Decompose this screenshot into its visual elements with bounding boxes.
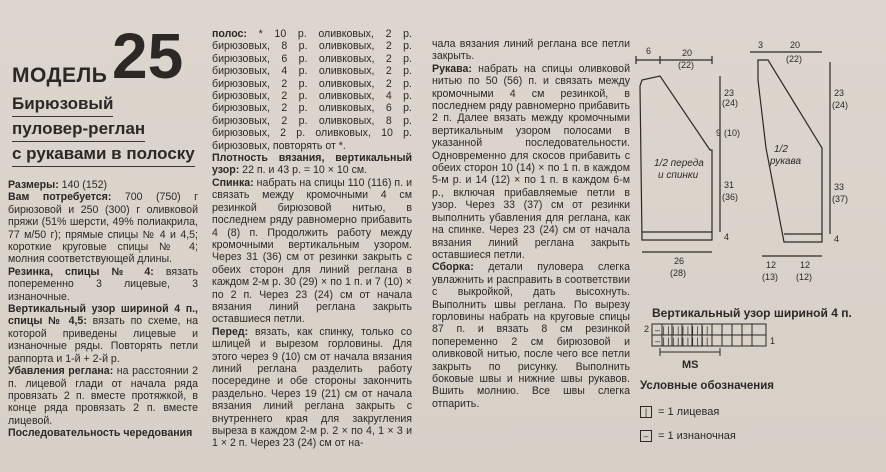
- model-label: МОДЕЛЬ: [12, 64, 108, 87]
- sleeve-label-2: рукава: [770, 156, 802, 167]
- chart-row-1-label: 1: [770, 336, 776, 346]
- sleeve-dim-top: 20: [790, 40, 801, 50]
- front-value: вязать, как спинку, только со шлицей и вырезом горловины. Для этого через 9 (10) см от начала вязания линий реглана разделить работу посередине и обе стороны закончить раздельно. Через 19 (21) см от начала вязания линий реглана закрыть с внутреннего края для закругления выреза в каждом 2-м р. 2 × по 4, 1 × 3 и 1 × 2 п. Через 23 (24) см от на-: [212, 325, 412, 450]
- chart-cell: – | | | | | | | | | |: [655, 336, 709, 346]
- front-dim-top-left: 6: [646, 46, 652, 56]
- front-dim-raglan: 23: [724, 88, 735, 98]
- sleeve-dim-top-left: 3: [758, 40, 764, 50]
- legend-purl: [640, 430, 736, 442]
- front-dim-body: 31: [724, 180, 735, 190]
- sleeve-dim-bottom-left-alt: (13): [762, 272, 779, 282]
- front-dim-top-alt: (22): [678, 60, 695, 70]
- front-label-1: 1/2 переда: [654, 158, 704, 169]
- title-line-1: Бирюзовый: [12, 92, 113, 117]
- title-line-3: с рукавами в полоску: [12, 142, 195, 167]
- vertical-pattern-label: Вертикальный узор шириной 4 п., спицы № 4,5:: [8, 303, 198, 328]
- knitting-chart: [644, 324, 775, 371]
- legend-knit: [640, 406, 719, 418]
- front-continuation: чала вязания линий реглана все петли закрыть.: [432, 38, 630, 63]
- raglan-value: на расстоянии 2 п. лицевой глади от начала ряда провязать 2 п. вместе протяжкой, в конце ряда провязать 2 п. вместе лицевой.: [8, 365, 198, 427]
- sleeve-dim-bottom-left: 12: [766, 260, 777, 270]
- legend-title: Условные обозначения: [640, 380, 775, 392]
- rib-value: вязать попеременно 3 лицевые, 3 изнаночные.: [8, 265, 199, 303]
- sizes-value: 140 (152): [58, 179, 108, 191]
- chart-ms-label: MS: [682, 359, 699, 371]
- front-dim-raglan-alt: (24): [722, 98, 739, 108]
- back-label: Спинка:: [212, 176, 254, 189]
- front-label: Перед:: [212, 325, 249, 338]
- front-diagram: [636, 56, 720, 252]
- back-value: набрать на спицы 110 (116) п. и связать между кромочными 4 см резинкой бирюзовой нитью, в последнем ряду равномерно прибавить 4 (8) п. Продолжить работу между кромочными вертикальным узором. Через 31 (36) см от резинки закрыть с обеих сторон для линий реглана в каждом 2-м р. 30 (29) × по 1 п. и 7 (10) × по 2 п. Через 23 (24) см от начала вязания линий реглана закрыть оставшиеся петли.: [212, 176, 412, 326]
- front-diagram-labels: [646, 46, 740, 278]
- front-dim-rib: 4: [724, 232, 730, 242]
- front-label-2: и спинки: [658, 170, 699, 181]
- stripes-label: полос:: [212, 28, 247, 40]
- sleeve-dim-body-alt: (37): [832, 194, 849, 204]
- sleeve-label: Рукава:: [432, 62, 472, 75]
- chart-cell: – | | | | | | | | | |: [655, 325, 709, 335]
- sleeve-dim-bottom-right-alt: (12): [796, 272, 813, 282]
- sleeve-diagram: [750, 52, 830, 256]
- knit-symbol-icon: |: [640, 406, 652, 418]
- chart-title: Вертикальный узор шириной 4 п.: [652, 306, 852, 320]
- sleeve-dim-bottom-right: 12: [800, 260, 811, 270]
- legend-knit-label: = 1 лицевая: [658, 406, 720, 418]
- front-dim-top: 20: [682, 48, 693, 58]
- sleeve-diagram-labels: [758, 40, 848, 282]
- sizes-label: Размеры:: [8, 179, 59, 191]
- sleeve-outline: [758, 60, 822, 242]
- sleeve-dim-raglan: 23: [834, 88, 845, 98]
- density-label: Плотность вязания, вертикальный узор:: [212, 152, 412, 177]
- assembly-label: Сборка:: [432, 261, 474, 274]
- model-number: 25: [112, 20, 184, 92]
- sleeve-dim-top-alt: (22): [786, 54, 803, 64]
- sleeve-dim-raglan-alt: (24): [832, 100, 849, 110]
- raglan-label: Убавления реглана:: [8, 365, 114, 378]
- purl-symbol-icon: –: [640, 430, 652, 442]
- legend-purl-label: = 1 изнаночная: [658, 430, 736, 442]
- sleeve-label-1: 1/2: [774, 144, 788, 155]
- front-dim-neck-alt: (10): [724, 128, 741, 138]
- front-dim-neck: 9: [716, 128, 722, 138]
- front-dim-bottom-alt: (28): [670, 268, 687, 278]
- stripes-value: * 10 р. оливковых, 2 р. бирюзовых, 8 р. оливковых, 2 р. бирюзовых, 6 р. оливковых, 2 р. бирюзовых, 4 р. оливковых, 2 р. бирюзовых, 2 р. оливковых, 2 р. бирюзовых, 2 р. оливковых, 4 р. бирюзовых, 2 р. оливковых, 6 р. бирюзовых, 2 р. оливковых, 8 р. бирюзовых, 2 р. оливковых, 10 р. бирюзовых, повторять от *.: [212, 28, 412, 152]
- sequence-label: Последовательность чередования: [8, 427, 193, 440]
- sleeve-value: набрать на спицы оливковой нитью по 50 (56) п. и связать между кромочными 4 см резинкой, в последнем ряду равномерно прибавить 2 п. Далее вязать между кромочными вертикальным узором полосами в указанной последовательности. Одновременно для скосов прибавить с обеих сторон 10 (14) × по 1 п. в каждом 5-м р. и 14 (12) × по 1 п. в каждом 6-м р., включая прибавляемые петли в узор. Через 33 (37) см от резинки выполнить убавления для реглана, как на спинке. Через 23 (24) см от начала вязания линий реглана закрыть оставшиеся петли.: [432, 62, 630, 261]
- front-dim-bottom: 26: [674, 256, 685, 266]
- density-value: 22 п. и 43 р. = 10 × 10 см.: [239, 164, 368, 177]
- assembly-value: детали пуловера слегка увлажнить и расправить в соответствии с выкройкой, дать высохнуть. Выполнить швы реглана. По вырезу горловины набрать на круговые спицы 87 п. и вязать 8 см резинкой попеременно 2 см бирюзовой и оливковой нитью, после чего все петли закрыть по рисунку. Выполнить боковые швы и нижние швы рукавов. Вшить молнию. Все швы слегка отпарить.: [432, 261, 630, 410]
- front-dim-body-alt: (36): [722, 192, 739, 202]
- chart-row-2-label: 2: [644, 324, 650, 334]
- vertical-pattern-value: вязать по схеме, на которой приведены лицевые и изнаночные ряды. Повторять петли раппорта и 1-й + 2-й р.: [8, 315, 198, 365]
- sleeve-dim-rib: 4: [834, 234, 840, 244]
- sleeve-dim-body: 33: [834, 182, 845, 192]
- materials-value: 700 (750) г бирюзовой и 250 (300) г оливковой пряжи (51% шерсти, 49% полиакрила, 77 м/50 г); прямые спицы № 4 и 4,5; короткие круговые спицы № 4; молния соответствующей длины.: [8, 191, 198, 266]
- materials-label: Вам потребуется:: [8, 191, 112, 204]
- title-line-2: пуловер-реглан: [12, 117, 145, 142]
- rib-label: Резинка, спицы № 4:: [8, 265, 154, 278]
